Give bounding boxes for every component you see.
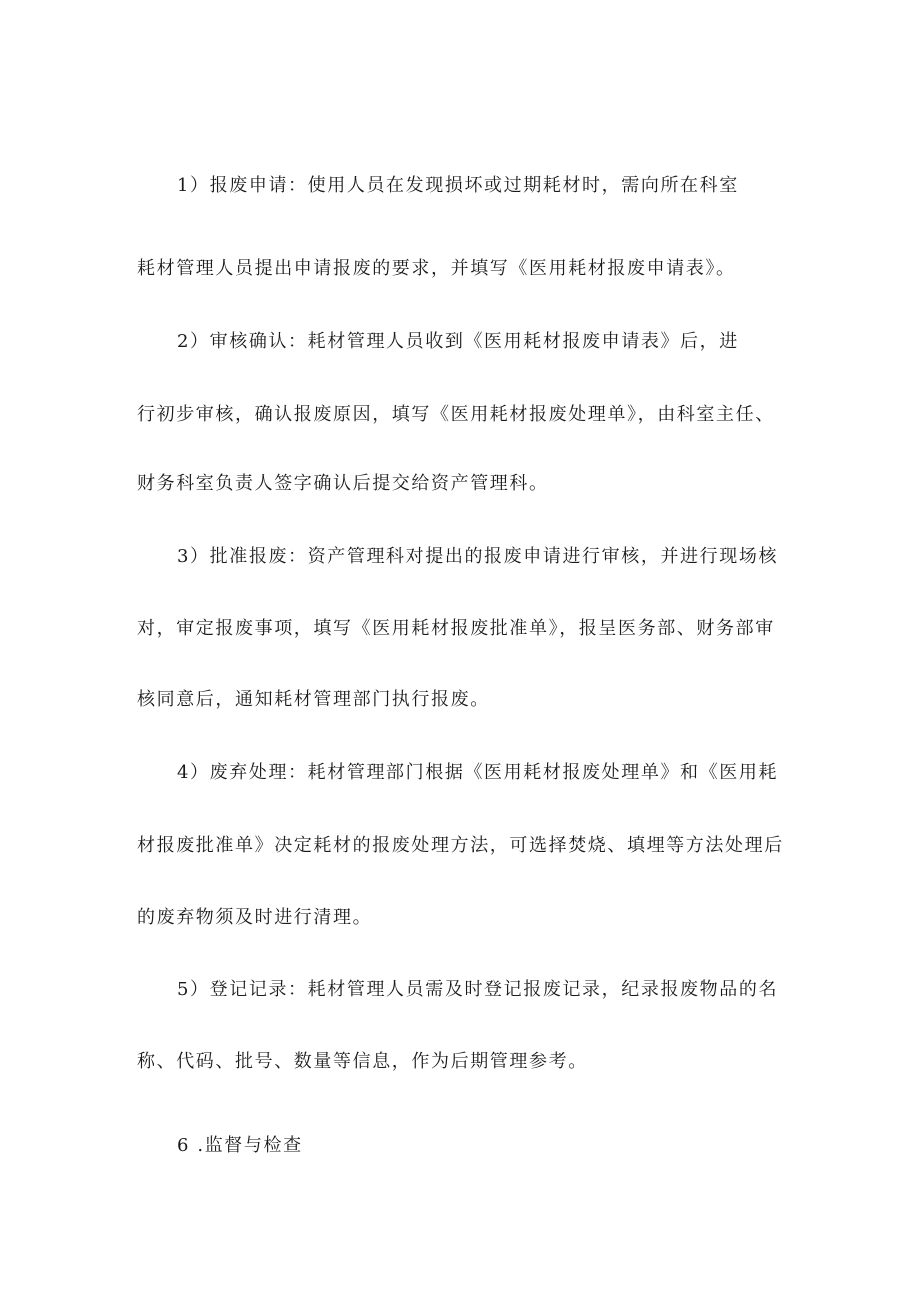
item-2-line-1: 2）审核确认：耗材管理人员收到《医用耗材报废申请表》后，进 bbox=[177, 331, 739, 352]
item-1-line-1: 1）报废申请：使用人员在发现损坏或过期耗材时，需向所在科室 bbox=[177, 175, 739, 196]
item-3-line-2: 对，审定报废事项，填写《医用耗材报废批准单》，报呈医务部、财务部审 bbox=[137, 618, 775, 639]
item-2-line-3: 财务科室负责人签字确认后提交给资产管理科。 bbox=[137, 473, 549, 494]
item-3-line-3: 核同意后，通知耗材管理部门执行报废。 bbox=[137, 689, 490, 710]
item-3-line-1: 3）批准报废：资产管理科对提出的报废申请进行审核，并进行现场核 bbox=[177, 546, 779, 567]
item-4-line-3: 的废弃物须及时进行清理。 bbox=[137, 907, 373, 928]
item-5-line-1: 5）登记记录：耗材管理人员需及时登记报废记录，纪录报废物品的名 bbox=[177, 979, 779, 1000]
item-5-line-2: 称、代码、批号、数量等信息，作为后期管理参考。 bbox=[137, 1051, 588, 1072]
item-4-line-2: 材报废批准单》决定耗材的报废处理方法，可选择焚烧、填埋等方法处理后 bbox=[137, 835, 784, 856]
item-1-line-2: 耗材管理人员提出申请报废的要求，并填写《医用耗材报废申请表》。 bbox=[137, 258, 736, 279]
section-heading-6: 6 .监督与检查 bbox=[177, 1135, 303, 1156]
item-4-line-1: 4）废弃处理：耗材管理部门根据《医用耗材报废处理单》和《医用耗 bbox=[177, 762, 779, 783]
item-2-line-2: 行初步审核，确认报废原因，填写《医用耗材报废处理单》，由科室主任、 bbox=[137, 404, 775, 425]
